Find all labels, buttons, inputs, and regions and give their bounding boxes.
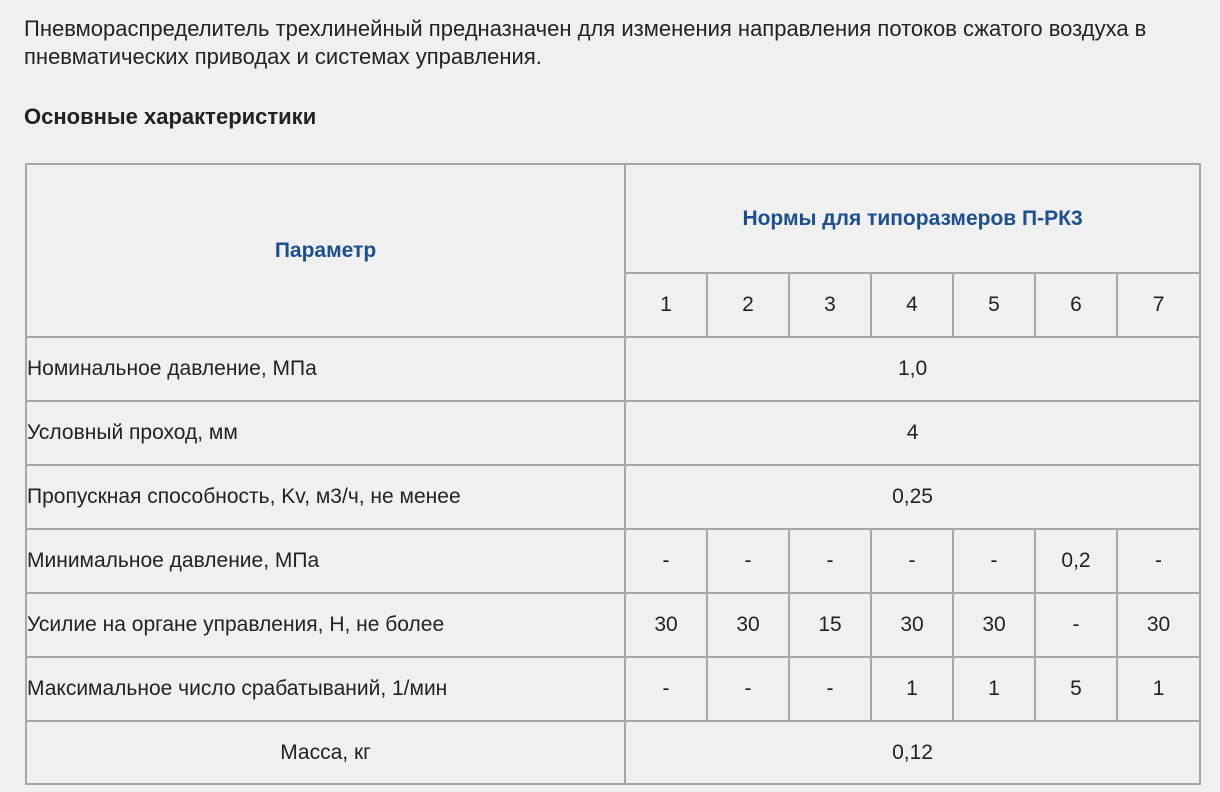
size-header-cell: 7: [1117, 273, 1200, 337]
value-cell: -: [707, 529, 789, 593]
value-cell: 30: [707, 593, 789, 657]
table-row: [26, 721, 1200, 784]
value-cell: 1: [953, 657, 1035, 721]
param-cell: Номинальное давление, МПа: [26, 337, 625, 401]
value-cell: -: [953, 529, 1035, 593]
value-cell: -: [707, 657, 789, 721]
value-cell: 30: [625, 593, 707, 657]
value-cell: -: [1035, 593, 1117, 657]
value-cell: 15: [789, 593, 871, 657]
value-cell: 0,12: [625, 721, 1200, 784]
size-header-cell: 6: [1035, 273, 1117, 337]
param-cell: Условный проход, мм: [26, 401, 625, 465]
value-cell: -: [789, 657, 871, 721]
value-cell: -: [871, 529, 953, 593]
size-header-cell: 2: [707, 273, 789, 337]
table-row: [26, 465, 1200, 529]
value-cell: 0,2: [1035, 529, 1117, 593]
value-cell: 1,0: [625, 337, 1200, 401]
value-cell: 30: [871, 593, 953, 657]
norms-column-header: Нормы для типоразмеров П-РК3: [625, 164, 1200, 273]
value-cell: 4: [625, 401, 1200, 465]
size-header-cell: 4: [871, 273, 953, 337]
param-column-header: Параметр: [26, 164, 625, 337]
value-cell: -: [625, 529, 707, 593]
value-cell: 5: [1035, 657, 1117, 721]
value-cell: -: [789, 529, 871, 593]
param-cell: Минимальное давление, МПа: [26, 529, 625, 593]
table-row: [26, 593, 1200, 657]
value-cell: 30: [953, 593, 1035, 657]
size-header-cell: 5: [953, 273, 1035, 337]
table-row: [26, 529, 1200, 593]
value-cell: -: [625, 657, 707, 721]
param-cell: Максимальное число срабатываний, 1/мин: [26, 657, 625, 721]
table-row: [26, 337, 1200, 401]
table-header-row: [26, 164, 1200, 273]
size-header-cell: 3: [789, 273, 871, 337]
specs-table: [25, 163, 1201, 785]
value-cell: 1: [1117, 657, 1200, 721]
param-cell: Пропускная способность, Kv, м3/ч, не менее: [26, 465, 625, 529]
value-cell: 0,25: [625, 465, 1200, 529]
table-row: [26, 401, 1200, 465]
value-cell: 1: [871, 657, 953, 721]
param-cell: Масса, кг: [26, 721, 625, 784]
intro-paragraph: Пневмораспределитель трехлинейный предназначен для изменения направления потоков сжатого воздуха в пневматических приводах и системах управления.: [24, 16, 1147, 69]
size-header-cell: 1: [625, 273, 707, 337]
param-cell: Усилие на органе управления, Н, не более: [26, 593, 625, 657]
table-row: [26, 657, 1200, 721]
value-cell: -: [1117, 529, 1200, 593]
section-title: Основные характеристики: [24, 104, 317, 129]
value-cell: 30: [1117, 593, 1200, 657]
